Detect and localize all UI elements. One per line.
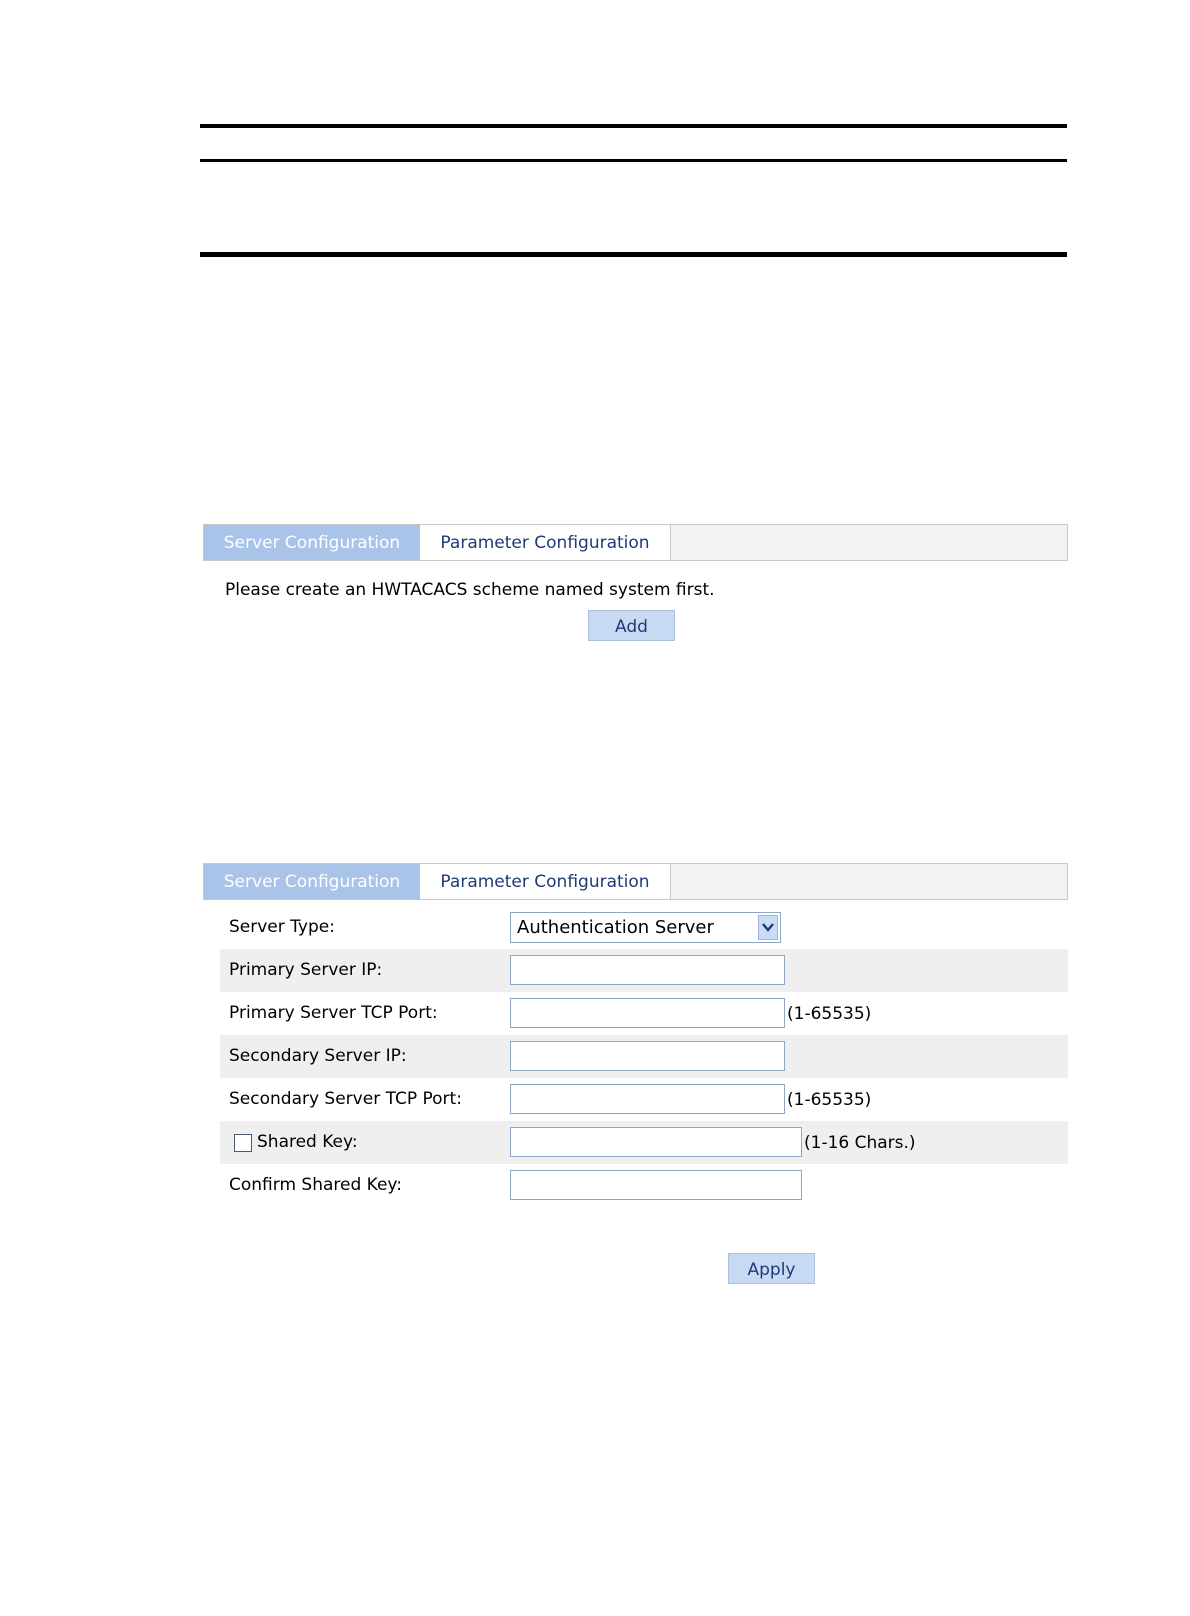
tab-bar — [203, 863, 1068, 900]
shared-key-input[interactable] — [510, 1127, 802, 1157]
primary-server-ip-row — [220, 949, 1068, 992]
server-type-row — [220, 906, 1068, 949]
primary-server-port-input[interactable] — [510, 998, 785, 1028]
secondary-server-ip-input[interactable] — [510, 1041, 785, 1071]
shared-key-length-hint: (1-16 Chars.) — [804, 1133, 916, 1153]
server-type-select[interactable] — [510, 912, 781, 943]
confirm-shared-key-row — [220, 1164, 1068, 1207]
tab-parameter-configuration[interactable]: Parameter Configuration — [420, 864, 671, 899]
server-configuration-panel — [203, 863, 1068, 1283]
scheme-missing-panel — [203, 524, 1068, 644]
shared-key-label: Shared Key: — [257, 1132, 358, 1152]
confirm-shared-key-label: Confirm Shared Key: — [229, 1175, 402, 1195]
secondary-server-port-label: Secondary Server TCP Port: — [229, 1089, 462, 1109]
confirm-shared-key-input[interactable] — [510, 1170, 802, 1200]
primary-server-ip-input[interactable] — [510, 955, 785, 985]
secondary-server-ip-row — [220, 1035, 1068, 1078]
table-header-rule — [200, 159, 1067, 162]
server-type-value: Authentication Server — [517, 917, 714, 938]
server-type-label: Server Type: — [229, 917, 335, 937]
tab-bar — [203, 524, 1068, 561]
create-scheme-message: Please create an HWTACACS scheme named system first. — [225, 580, 715, 600]
secondary-port-range-hint: (1-65535) — [787, 1090, 872, 1110]
primary-server-port-label: Primary Server TCP Port: — [229, 1003, 438, 1023]
tab-server-configuration[interactable]: Server Configuration — [204, 864, 420, 899]
apply-button[interactable]: Apply — [728, 1253, 815, 1284]
shared-key-checkbox[interactable] — [234, 1134, 252, 1152]
primary-server-port-row — [220, 992, 1068, 1035]
secondary-server-port-input[interactable] — [510, 1084, 785, 1114]
tab-parameter-configuration[interactable]: Parameter Configuration — [420, 525, 671, 560]
secondary-server-ip-label: Secondary Server IP: — [229, 1046, 407, 1066]
chevron-down-icon[interactable] — [758, 915, 778, 940]
table-top-rule — [200, 124, 1067, 128]
secondary-server-port-row — [220, 1078, 1068, 1121]
table-bottom-rule — [200, 252, 1067, 257]
shared-key-row — [220, 1121, 1068, 1164]
primary-server-ip-label: Primary Server IP: — [229, 960, 383, 980]
add-button[interactable]: Add — [588, 610, 675, 641]
tab-server-configuration[interactable]: Server Configuration — [204, 525, 420, 560]
primary-port-range-hint: (1-65535) — [787, 1004, 872, 1024]
